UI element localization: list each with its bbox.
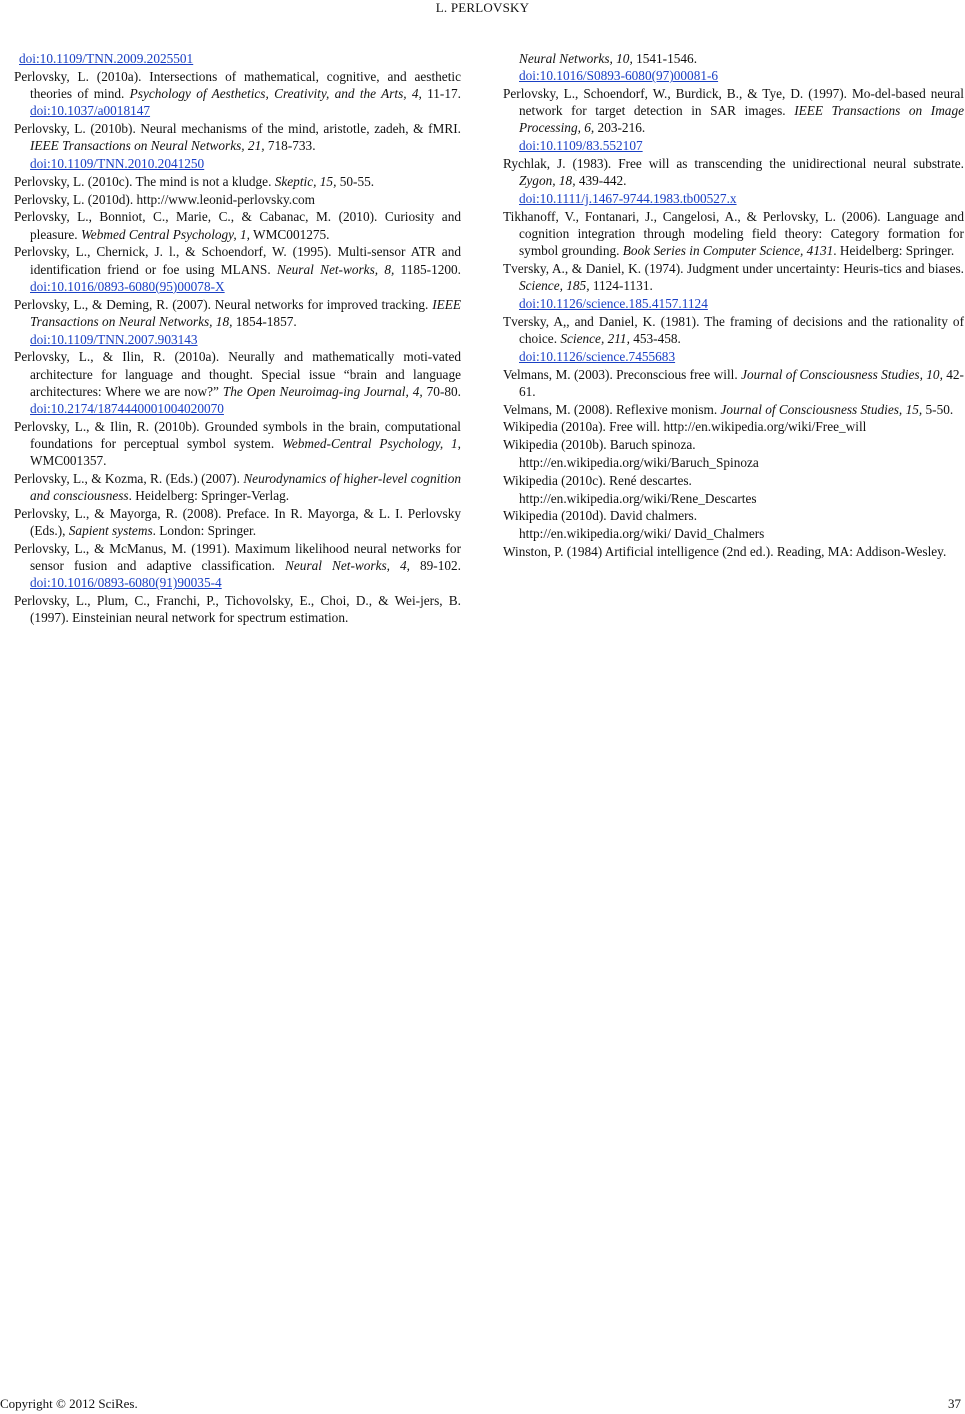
- reference-text: Wikipedia (2010b). Baruch spinoza.: [503, 437, 696, 453]
- reference-text: Perlovsky, L., & McManus, M. (1991). Maximum likelihood neural networks for sensor fusion and adaptive classification.: [14, 541, 461, 574]
- reference-entry: [503, 155, 964, 189]
- reference-source: Science, 211,: [560, 331, 630, 346]
- reference-text: Perlovsky, L., & Mayorga, R. (2008). Preface. In R. Mayorga, & L. I. Perlovsky (Eds.),: [14, 506, 461, 539]
- reference-entry: [503, 208, 964, 260]
- reference-source: Science, 185,: [519, 278, 590, 294]
- doi-line: [14, 50, 461, 67]
- reference-url-line: [503, 525, 964, 542]
- reference-text: Wikipedia (2010a). Free will. http://en.wikipedia.org/wiki/Free_will: [503, 419, 867, 435]
- reference-entry: [14, 243, 461, 295]
- copyright-notice: Copyright © 2012 SciRes.: [0, 1396, 138, 1411]
- reference-url-line: [503, 490, 964, 507]
- reference-details: WMC001275.: [249, 226, 330, 242]
- page-footer: [0, 1396, 965, 1412]
- reference-entry: [503, 418, 964, 435]
- reference-text: Perlovsky, L., Chernick, J. l., & Schoendorf, W. (1995). Multi-sensor ATR and identification friend or foe using MLANS.: [14, 244, 461, 277]
- reference-entry: [503, 260, 964, 294]
- reference-entry: [14, 68, 461, 120]
- reference-entry: [14, 173, 461, 190]
- doi-link[interactable]: doi:10.1126/science.185.4157.1124: [519, 296, 708, 311]
- doi-line: [503, 67, 964, 84]
- reference-details: WMC001357.: [30, 453, 107, 469]
- reference-text: Tversky, A., & Daniel, K. (1974). Judgment under uncertainty: Heuris-tics and biases.: [503, 261, 964, 276]
- reference-url-line: [503, 454, 964, 471]
- reference-list: [14, 68, 461, 627]
- reference-text: Winston, P. (1984) Artificial intelligence (2nd ed.). Reading, MA: Addison-Wesley.: [503, 543, 947, 559]
- doi-link[interactable]: doi:10.1126/science.7455683: [519, 348, 676, 364]
- reference-entry: [503, 507, 964, 524]
- reference-entry: [14, 470, 461, 504]
- reference-source: Zygon, 18,: [519, 173, 576, 189]
- reference-text: Perlovsky, L., Bonniot, C., Marie, C., & Cabanac, M. (2010). Curiosity and pleasure.: [14, 209, 461, 242]
- reference-details: 89-102.: [409, 558, 461, 574]
- reference-text: Perlovsky, L., & Deming, R. (2007). Neural networks for improved tracking.: [14, 296, 433, 312]
- doi-link[interactable]: doi:10.1109/83.552107: [519, 138, 643, 154]
- reference-source: The Open Neuroimag-ing Journal, 4,: [222, 383, 423, 399]
- reference-source: Journal of Consciousness Studies, 10,: [741, 366, 943, 382]
- doi-link[interactable]: doi:10.1109/TNN.2007.903143: [30, 331, 198, 347]
- doi-line: [14, 331, 461, 348]
- reference-details: 203-216.: [594, 120, 646, 136]
- reference-source: Neural Net-works, 8,: [276, 261, 395, 277]
- reference-url: http://en.wikipedia.org/wiki/ David_Chalmers: [519, 526, 765, 542]
- doi-line: [503, 348, 964, 365]
- reference-details: . Heidelberg: Springer-Verlag.: [128, 488, 290, 504]
- reference-details: 70-80.: [422, 383, 462, 399]
- reference-source: Psychology of Aesthetics, Creativity, and the Arts, 4,: [129, 86, 422, 101]
- reference-details: 11-17.: [421, 86, 461, 101]
- reference-continuation: [503, 50, 964, 67]
- reference-details: 453-458.: [629, 331, 681, 346]
- reference-text: Wikipedia (2010c). René descartes.: [503, 472, 692, 488]
- reference-source: Webmed Central Psychology, 1,: [80, 226, 250, 242]
- reference-entry: [14, 208, 461, 242]
- reference-entry: [503, 366, 964, 400]
- running-header: L. PERLOVSKY: [435, 0, 530, 15]
- reference-source: Skeptic, 15,: [274, 173, 337, 189]
- reference-details: 5-50.: [922, 401, 954, 417]
- left-column: [14, 50, 461, 627]
- reference-details: . London: Springer.: [152, 523, 257, 539]
- reference-details: 439-442.: [575, 173, 627, 189]
- doi-line: [503, 190, 964, 207]
- reference-details: 1185-1200.: [394, 261, 461, 277]
- reference-entry: [14, 348, 461, 417]
- reference-entry: [503, 543, 964, 560]
- right-column: [503, 50, 964, 561]
- reference-entry: [14, 592, 461, 626]
- reference-text: Perlovsky, L. (2010b). Neural mechanisms of the mind, aristotle, zadeh, & fMRI.: [14, 121, 461, 136]
- reference-source: IEEE Transactions on Image Processing, 6,: [519, 103, 965, 136]
- reference-journal: Neural Networks, 10,: [519, 51, 633, 66]
- reference-entry: [14, 540, 461, 592]
- page-number: 37: [948, 1396, 961, 1411]
- doi-line: [503, 295, 964, 312]
- reference-details: 42-61.: [519, 366, 964, 399]
- doi-line: [14, 155, 461, 172]
- doi-line: [503, 137, 964, 154]
- reference-text: Perlovsky, L. (2010c). The mind is not a kludge.: [14, 173, 275, 189]
- reference-source: Neural Net-works, 4,: [285, 558, 410, 574]
- reference-list: [503, 85, 964, 560]
- reference-text: Perlovsky, L., Schoendorf, W., Burdick, B., & Tye, D. (1997). Mo-del-based neural network for target detection in SAR images.: [503, 86, 964, 119]
- reference-text: Velmans, M. (2003). Preconscious free will.: [503, 366, 742, 382]
- reference-source: Sapient systems: [68, 523, 153, 539]
- reference-source: Book Series in Computer Science, 4131: [622, 243, 834, 259]
- reference-text: Perlovsky, L. (2010d). http://www.leonid-perlovsky.com: [14, 191, 315, 207]
- reference-entry: [503, 401, 964, 418]
- reference-details: 1854-1857.: [232, 313, 297, 329]
- reference-text: Perlovsky, L. (2010a). Intersections of mathematical, cognitive, and aesthetic theories of mind.: [14, 68, 461, 101]
- reference-entry: [14, 505, 461, 539]
- reference-text: Velmans, M. (2008). Reflexive monism.: [503, 401, 721, 417]
- reference-source: Journal of Consciousness Studies, 15,: [720, 401, 923, 417]
- reference-text: Rychlak, J. (1983). Free will as transcending the unidirectional neural substrate.: [503, 156, 964, 171]
- reference-text: Tversky, A,, and Daniel, K. (1981). The framing of decisions and the rationality of choice.: [503, 313, 964, 346]
- reference-source: IEEE Transactions on Neural Networks, 21,: [30, 138, 265, 154]
- doi-link[interactable]: doi:10.1109/TNN.2009.2025501: [19, 51, 194, 66]
- doi-link[interactable]: doi:10.1109/TNN.2010.2041250: [30, 156, 205, 171]
- doi-link[interactable]: doi:10.1016/0893-6080(95)00078-X: [30, 278, 225, 294]
- reference-text: Tikhanoff, V., Fontanari, J., Cangelosi, A., & Perlovsky, L. (2006). Language and cognition integration through modeling field theory: Category formation for symbol grounding.: [503, 208, 964, 259]
- reference-entry: [503, 472, 964, 489]
- doi-link[interactable]: doi:10.1016/0893-6080(91)90035-4: [30, 575, 222, 591]
- reference-details: 718-733.: [264, 138, 316, 154]
- reference-text: Wikipedia (2010d). David chalmers.: [503, 508, 698, 524]
- reference-entry: [14, 191, 461, 208]
- reference-source: Neurodynamics of higher-level cognition and consciousness: [30, 471, 461, 504]
- reference-details: . Heidelberg: Springer.: [833, 243, 955, 259]
- reference-text: Perlovsky, L., & Ilin, R. (2010a). Neurally and mathematically moti-vated architecture for language and thought. Special issue “brain and language architectures: Where we are now?”: [14, 349, 461, 399]
- reference-source: IEEE Transactions on Neural Networks, 18,: [30, 296, 461, 329]
- doi-link[interactable]: doi:10.1111/j.1467-9744.1983.tb00527.x: [519, 191, 737, 206]
- reference-text: Perlovsky, L., & Ilin, R. (2010b). Grounded symbols in the brain, computational foundations for perceptual symbol system.: [14, 418, 461, 451]
- doi-link[interactable]: doi:10.1037/a0018147: [30, 103, 151, 119]
- reference-entry: [503, 313, 964, 347]
- doi-link[interactable]: doi:10.2174/1874440001004020070: [30, 401, 224, 416]
- reference-url: http://en.wikipedia.org/wiki/Baruch_Spinoza: [519, 454, 759, 470]
- reference-url: http://en.wikipedia.org/wiki/Rene_Descartes: [519, 490, 757, 506]
- reference-entry: [503, 436, 964, 453]
- reference-details: 50-55.: [336, 173, 375, 189]
- reference-details: 1124-1131.: [589, 278, 653, 294]
- reference-entry: [14, 120, 461, 154]
- reference-source: Webmed-Central Psychology, 1,: [281, 436, 461, 451]
- doi-link[interactable]: doi:10.1016/S0893-6080(97)00081-6: [519, 68, 719, 84]
- reference-text: Perlovsky, L., & Kozma, R. (Eds.) (2007).: [14, 471, 244, 486]
- reference-entry: [14, 296, 461, 330]
- reference-entry: [503, 85, 964, 137]
- reference-text: Perlovsky, L., Plum, C., Franchi, P., Tichovolsky, E., Choi, D., & Wei-jers, B. (1997). Einsteinian neural network for spectrum estimation.: [14, 593, 461, 626]
- reference-entry: [14, 418, 461, 470]
- reference-pages: 1541-1546.: [632, 51, 698, 66]
